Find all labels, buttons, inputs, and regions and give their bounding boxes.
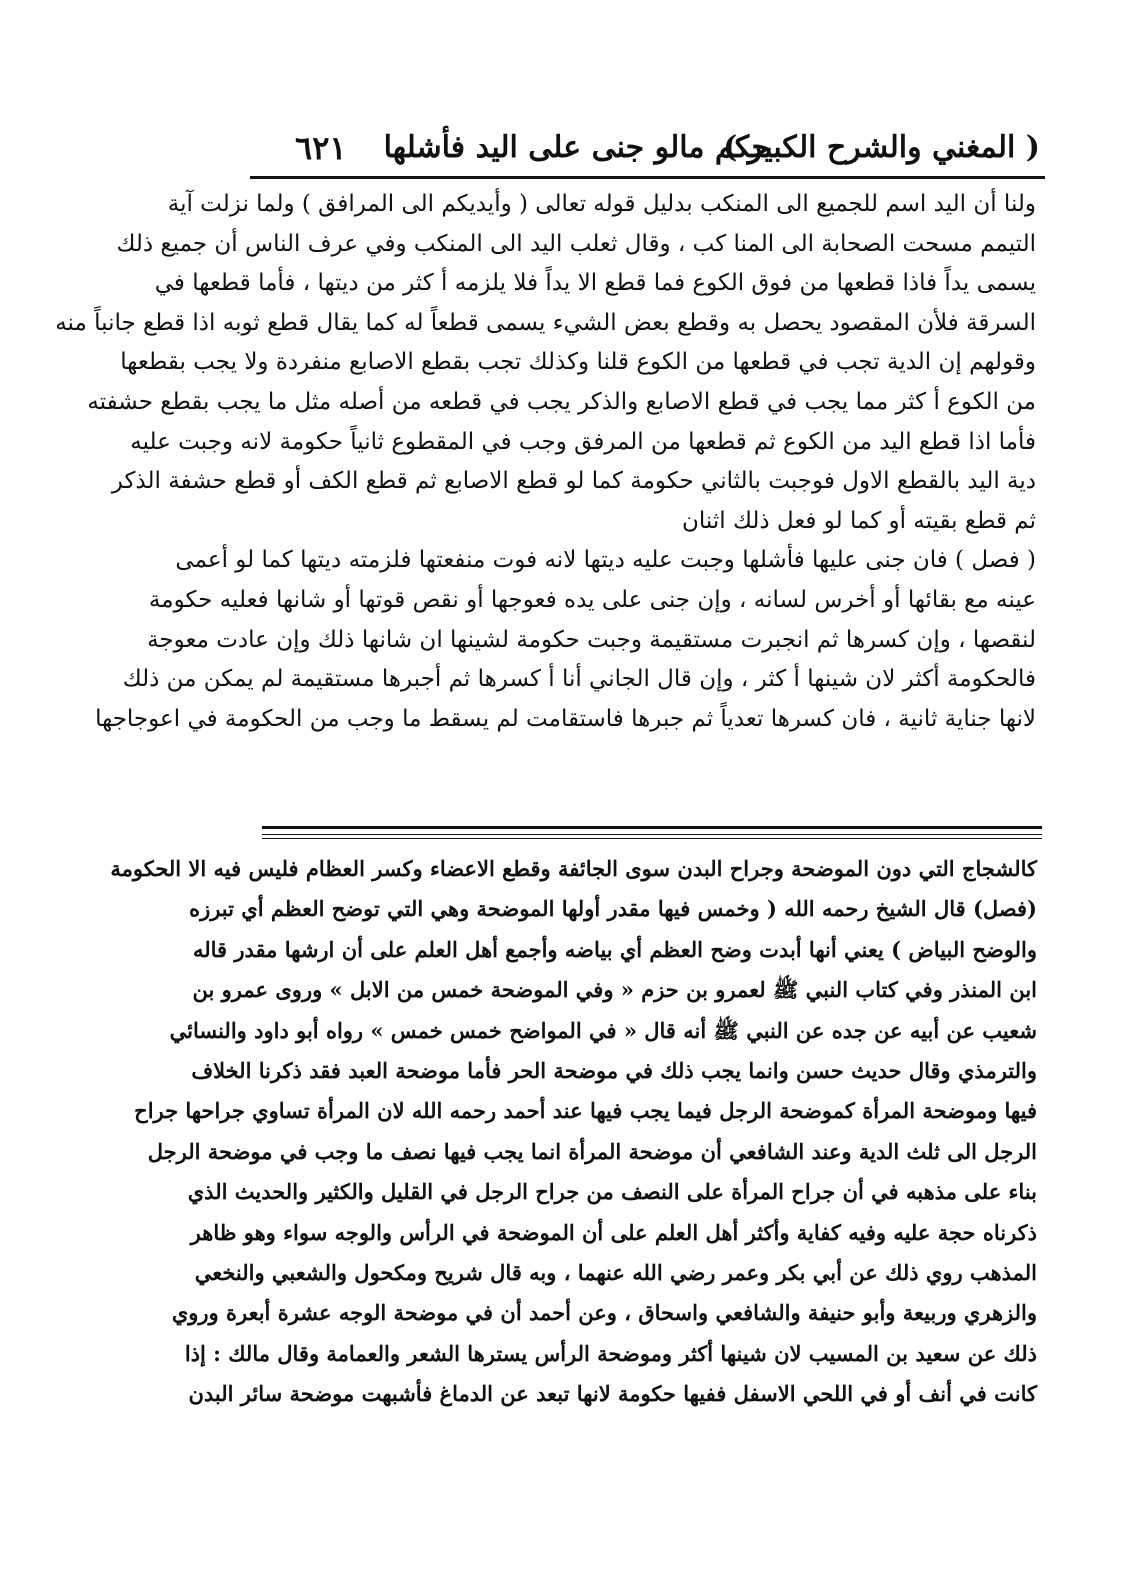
page-number: ٦٢١ xyxy=(295,129,347,167)
main-text-line: السرقة فلأن المقصود يحصل به وقطع بعض الشيء يسمى قطعاً له كما يقال قطع ثوبه اذا قطع جانباً منه xyxy=(55,309,1036,336)
commentary-text xyxy=(110,849,1037,1414)
commentary-line: المذهب روي ذلك عن أبي بكر وعمر رضي الله عنهما ، وبه قال شريح ومكحول والشعبي والنخعي xyxy=(194,1259,1037,1285)
commentary-line: والترمذي وقال حديث حسن وانما يجب ذلك في موضحة الحر فأما موضحة العبد فقد ذكرنا الخلاف xyxy=(191,1057,1037,1083)
commentary-line: فيها وموضحة المرأة كموضحة الرجل فيما يجب فيها عند أحمد رحمه الله لان المرأة تساوي جراحها جراح xyxy=(134,1098,1037,1124)
chapter-title: حكم مالو جنى على اليد فأشلها xyxy=(383,130,770,165)
section-divider xyxy=(262,838,1042,839)
section-divider xyxy=(262,826,1042,829)
commentary-line: كالشجاج التي دون الموضحة وجراح البدن سوى الجائفة وقطع الاعضاء وكسر العظام فليس فيه الا الحكومة xyxy=(110,856,1037,881)
header-rule xyxy=(250,176,1045,179)
commentary-line: الرجل الى ثلث الدية وعند الشافعي أن موضحة المرأة انما يجب فيها نصف ما وجب في موضحة الرجل xyxy=(147,1138,1037,1164)
main-text-line: ( فصل ) فان جنى عليها فأشلها وجبت عليه ديتها لانه فوت منفعتها فلزمته ديتها كما لو أعمى xyxy=(175,547,1036,574)
commentary-line: والوضح البياض ) يعني أنها أبدت وضح العظم أي بياضه وأجمع أهل العلم على أن ارشها مقدر قاله xyxy=(192,936,1037,962)
commentary-line: (فصل) قال الشيخ رحمه الله ( وخمس فيها مقدر أولها الموضحة وهي التي توضح العظم أي تبرزه xyxy=(189,896,1037,922)
main-text-line: من الكوع أ كثر مما يجب في قطع الاصابع والذكر يجب في قطعه من أصله مثل ما يجب بقطع حشفته xyxy=(87,388,1036,415)
commentary-line: شعيب عن أبيه عن جده عن النبي ﷺ أنه قال « في المواضح خمس خمس » رواه أبو داود والنسائي xyxy=(169,1017,1037,1043)
main-text-line: وقولهم إن الدية تجب في قطعها من الكوع قلنا وكذلك تجب بقطع الاصابع منفردة ولا يجب بقطعها xyxy=(120,349,1036,376)
main-text-line: يسمى يداً فاذا قطعها من فوق الكوع فما قطع الا يداً فلا يلزمه أ كثر من ديتها ، فأما قطعها في xyxy=(154,270,1036,297)
main-text-line: عينه مع بقائها أو أخرس لسانه ، وإن جنى على يده فعوجها أو نقص قوتها أو شانها فعليه حكومة xyxy=(148,586,1036,613)
commentary-line: بناء على مذهبه في أن جراح المرأة على النصف من جراح الرجل في القليل والكثير والحديث الذي xyxy=(187,1179,1037,1205)
main-text-line: لنقصها ، وإن كسرها ثم انجبرت مستقيمة وجبت حكومة لشينها ان شانها ذلك وإن عادت معوجة xyxy=(147,626,1036,653)
main-text xyxy=(55,185,1036,739)
main-text-line: دية اليد بالقطع الاول فوجبت بالثاني حكومة كما لو قطع الاصابع ثم قطع الكف أو قطع حشفة الذكر xyxy=(111,468,1036,495)
main-text-line: لانها جناية ثانية ، فان كسرها تعدياً ثم جبرها فاستقامت لم يسقط ما وجب من الحكومة في اعوجاجها xyxy=(95,705,1036,732)
section-divider xyxy=(262,834,1042,835)
main-text-line: فأما اذا قطع اليد من الكوع ثم قطعها من المرفق وجب في المقطوع ثانياً حكومة لانه وجبت عليه xyxy=(130,428,1036,455)
commentary-line: ذلك عن سعيد بن المسيب لان شينها أكثر وموضحة الرأس يسترها الشعر والعمامة وقال مالك : إذا xyxy=(184,1340,1037,1366)
main-text-line: ولنا أن اليد اسم للجميع الى المنكب بدليل قوله تعالى ( وأيديكم الى المرافق ) ولما نزلت آية xyxy=(167,191,1036,217)
main-text-line: التيمم مسحت الصحابة الى المنا كب ، وقال ثعلب اليد الى المنكب وفي عرف الناس أن جميع ذلك xyxy=(116,230,1036,257)
main-text-line: ثم قطع بقيته أو كما لو فعل ذلك اثنان xyxy=(682,507,1036,534)
commentary-line: والزهري وربيعة وأبو حنيفة والشافعي واسحاق ، وعن أحمد أن في موضحة الوجه عشرة أبعرة وروي xyxy=(171,1300,1037,1326)
commentary-line: ابن المنذر وفي كتاب النبي ﷺ لعمرو بن حزم « وفي الموضحة خمس من الابل » وروى عمرو بن xyxy=(192,977,1037,1003)
book-title: ( المغني والشرح الكبير ) xyxy=(723,130,1040,165)
commentary-line: كانت في أنف أو في اللحي الاسفل ففيها حكومة لانها تبعد عن الدماغ فأشبهت موضحة سائر البدن xyxy=(188,1381,1037,1407)
main-text-line: فالحكومة أكثر لان شينها أ كثر ، وإن قال الجاني أنا أ كسرها ثم أجبرها مستقيمة لم يمكن من ذلك xyxy=(122,666,1036,693)
commentary-line: ذكرناه حجة عليه وفيه كفاية وأكثر أهل العلم على أن الموضحة في الرأس والوجه سواء وهو ظاهر xyxy=(190,1219,1037,1245)
page-header xyxy=(295,128,1040,172)
